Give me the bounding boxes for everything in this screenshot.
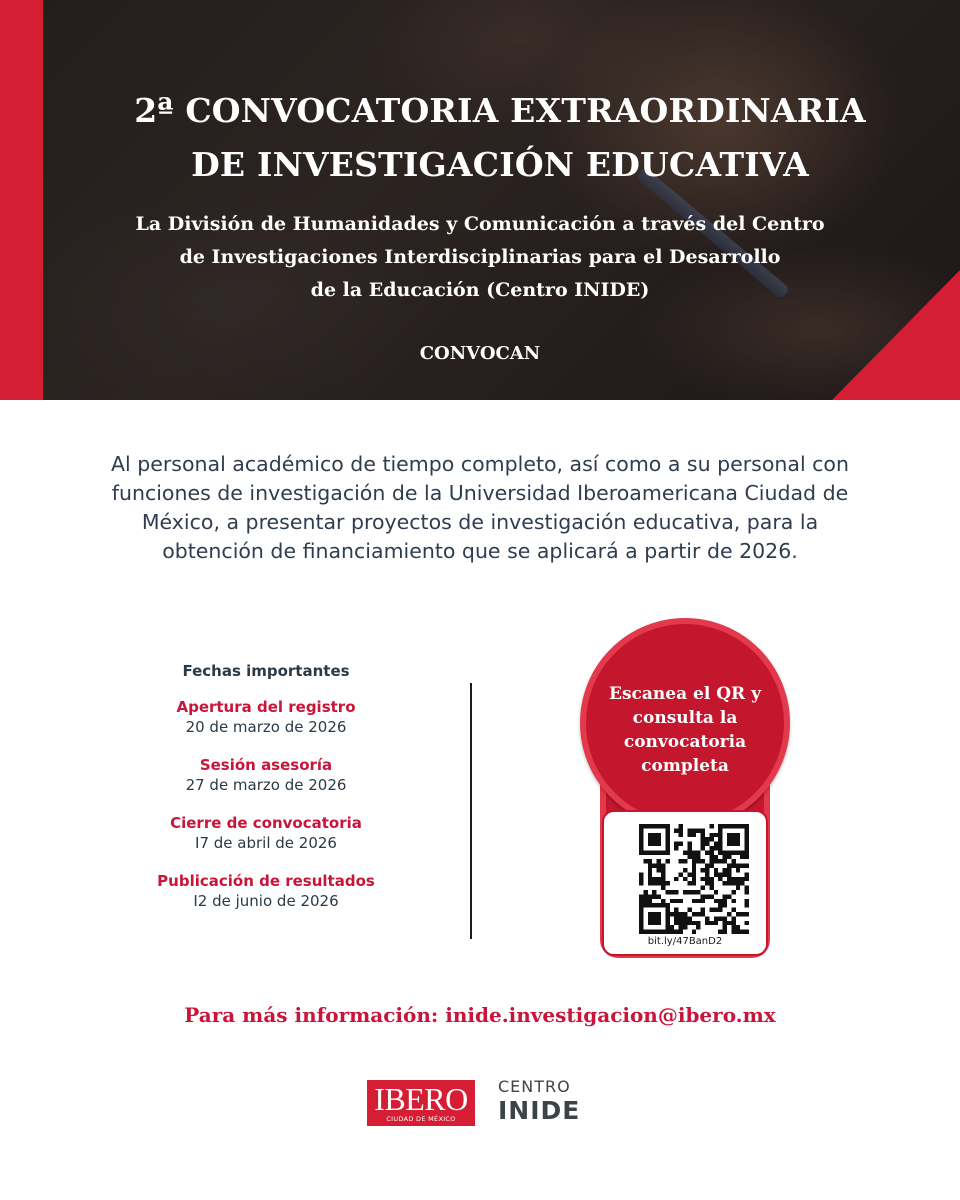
intro-line-1: Al personal académico de tiempo completo, así como a su personal con (111, 452, 849, 476)
ibero-logo-name: IBERO (374, 1081, 468, 1117)
contact-info[interactable]: Para más información: inide.investigacion@ibero.mx (184, 1003, 776, 1027)
ibero-logo (367, 1080, 475, 1126)
qr-code-icon[interactable] (639, 824, 749, 934)
ibero-logo-subtitle: CIUDAD DE MÉXICO (386, 1115, 456, 1123)
intro-line-4: obtención de financiamiento que se aplicará a partir de 2026. (162, 539, 798, 563)
intro-paragraph (60, 450, 900, 566)
qr-text-line-4: completa (641, 756, 729, 776)
date-label: Publicación de resultados (157, 872, 375, 890)
hero-subtitle (90, 208, 870, 307)
inide-logo-bottom: INIDE (498, 1096, 581, 1125)
date-value: 27 de marzo de 2026 (185, 776, 347, 794)
title-line-2: DE INVESTIGACIÓN EDUCATIVA (191, 145, 809, 184)
date-label: Apertura del registro (176, 698, 356, 716)
intro-line-2: funciones de investigación de la Universidad Iberoamericana Ciudad de (111, 481, 849, 505)
subtitle-line-2: de Investigaciones Interdisciplinarias para el Desarrollo (179, 246, 781, 268)
convocan-label: CONVOCAN (419, 343, 541, 364)
vertical-divider (470, 683, 472, 939)
red-accent-strip (0, 0, 43, 400)
inide-logo-top: CENTRO (498, 1077, 571, 1096)
date-item (140, 755, 392, 795)
page-title (60, 84, 940, 192)
qr-instructions (590, 682, 780, 778)
date-value: 20 de marzo de 2026 (185, 718, 347, 736)
subtitle-line-3: de la Educación (Centro INIDE) (310, 279, 650, 301)
qr-text-line-3: convocatoria (623, 732, 747, 752)
important-dates (140, 662, 392, 929)
qr-text-line-1: Escanea el QR y (609, 684, 761, 704)
hero-banner (0, 0, 960, 400)
qr-text-line-2: consulta la (632, 708, 738, 728)
subtitle-line-1: La División de Humanidades y Comunicación a través del Centro (135, 213, 825, 235)
qr-badge[interactable] (580, 618, 790, 968)
qr-url[interactable]: bit.ly/47BanD2 (647, 936, 723, 947)
date-value: I2 de junio de 2026 (193, 892, 339, 910)
date-label: Sesión asesoría (199, 756, 333, 774)
dates-heading: Fechas importantes (182, 662, 350, 680)
title-line-1: 2ª CONVOCATORIA EXTRAORDINARIA (134, 91, 866, 130)
date-item (140, 697, 392, 737)
date-value: I7 de abril de 2026 (195, 834, 337, 852)
inide-logo (498, 1078, 608, 1130)
qr-card[interactable] (602, 810, 768, 956)
hero-overlay (0, 0, 960, 400)
date-item (140, 813, 392, 853)
date-item (140, 871, 392, 911)
date-label: Cierre de convocatoria (170, 814, 362, 832)
intro-line-3: México, a presentar proyectos de investigación educativa, para la (141, 510, 819, 534)
